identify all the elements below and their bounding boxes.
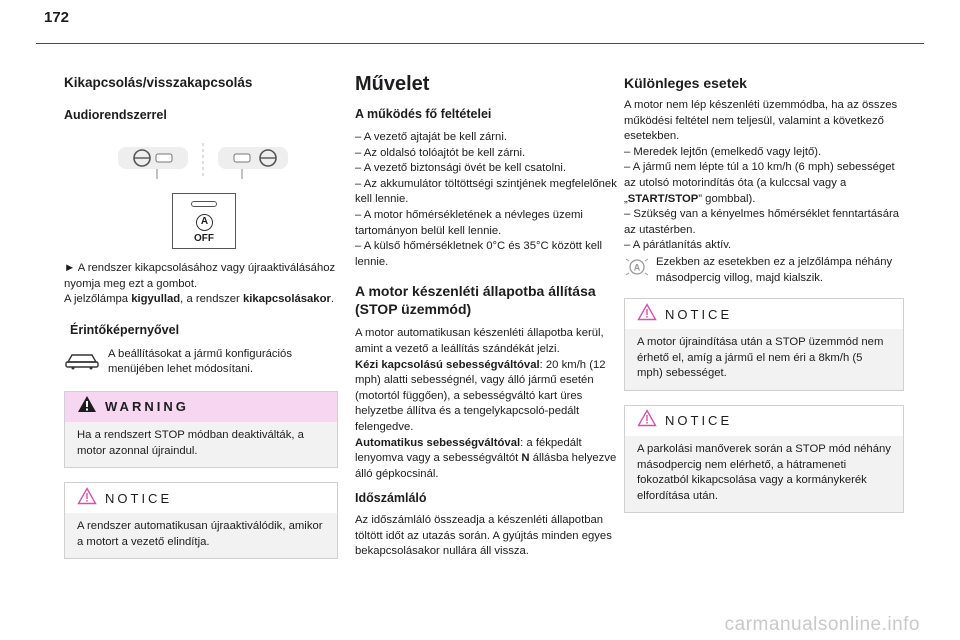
list-item: – A vezető ajtaját be kell zárni. [355,131,507,143]
notice-title: NOTICE [665,413,733,429]
column-2 [355,60,617,560]
stop-mode-text: A motor automatikusan készenléti állapotba kerül, amint a vezető a leállítás szándékát jelzi. Kézi kapcsolású sebességváltóval: 20 km/h (12 mph) alatti sebességnél, vagy álló jármű esetén (motortól függően), a sebességváltó kart üres helyzetbe állítva és a tengelykapcsoló-pedált felengedve. Automatikus sebességváltóval: a fékpedált lenyomva vagy a sebességváltót N állásba helyezve álló gépkocsinál. [355,327,617,480]
list-item: – A párátlanítás aktív. [624,239,732,252]
notice-text: A motor újraindítása után a STOP üzemmód nem érhető el, amíg a jármű el nem éri a 8km/h (5 mph) sebességet. [625,329,903,390]
conditions-list [355,130,617,270]
steering-wheel-illustration [118,137,288,183]
list-item: – A motor hőmérsékletének a névleges üzemi tartományon belül kell lennie. [355,208,583,237]
warning-triangle-icon [77,395,97,418]
notice-text: A rendszer automatikusan újraaktiválódik, amikor a motort a vezető elindítja. [65,513,337,558]
notice-title: NOTICE [105,490,173,506]
column-3 [624,60,904,513]
notice-triangle-icon [77,487,97,510]
notice-box-1 [64,482,338,559]
lamp-text: Ezekben az esetekben ez a jelzőlámpa néhány másodpercig villog, majd kialszik. [656,255,893,284]
touchscreen-heading: Érintőképernyővel [70,322,180,337]
svg-text:A: A [633,262,641,273]
notice-triangle-icon [637,409,657,432]
car-settings-icon [64,347,102,376]
timer-text: Az időszámláló összeadja a készenléti állapotban töltött időt az utazás során. A gyújtás minden egyes bekapcsolásakor nullára áll vissza. [355,514,612,558]
off-instruction: ► A rendszer kikapcsolásához vagy újraaktiválásához nyomja meg ezt a gombot. A jelzőlámpa kigyullad, a rendszer kikapcsolásakor. [64,262,336,306]
notice-box-3 [624,405,904,513]
notice-triangle-icon [637,303,657,326]
warning-box [64,391,338,468]
stop-mode-heading: A motor készenléti állapotba állítása (STOP üzemmód) [355,283,596,318]
conditions-heading: A működés fő feltételei [355,107,492,121]
touchscreen-text: A beállításokat a jármű konfigurációs menüjében lehet módosítani. [108,347,292,376]
list-item: – Az akkumulátor töltöttségi szintjének megfelelőnek kell lennie. [355,177,617,206]
section-title-operation: Művelet [355,73,430,95]
audio-heading: Audiorendszerrel [64,108,167,122]
lamp-note [624,255,904,286]
section-title-off-on: Kikapcsolás/visszakapcsolás [64,75,253,90]
notice-text: A parkolási manőverek során a STOP mód néhány másodpercig nem elérhető, a hátrameneti fokozatból kikapcsolása vagy a kormánykerék elfordítása után. [625,436,903,512]
touchscreen-note [64,347,338,378]
auto-stop-icon: A [196,214,213,231]
page-number: 172 [44,9,70,26]
section-title-special-cases: Különleges esetek [624,75,747,91]
auto-stop-flashing-icon [624,255,650,284]
special-intro: A motor nem lép készenléti üzemmódba, ha az összes működési feltétel nem teljesül, valamint a következő esetekben. [624,99,898,143]
off-label: OFF [194,233,214,244]
warning-title: WARNING [105,399,189,415]
stop-start-off-button [172,193,236,249]
list-item: – Az oldalsó tolóajtót be kell zárni. [355,146,526,159]
header-rule [36,43,924,44]
watermark: carmanualsonline.info [724,614,920,635]
notice-title: NOTICE [665,306,733,322]
indicator-lamp-icon [191,201,217,207]
list-item: – Szükség van a kényelmes hőmérséklet fenntartására az utastérben. [624,208,900,236]
notice-box-2 [624,298,904,391]
list-item: – A jármű nem lépte túl a 10 km/h (6 mph) sebességet az utolsó motorindítás óta (a kulccsal vagy a „START/STOP” gombbal). [624,161,895,205]
column-1 [64,60,338,559]
warning-text: Ha a rendszert STOP módban deaktiválták, a motor azonnal újraindul. [65,422,337,467]
list-item: – A külső hőmérsékletnek 0°C és 35°C között kell lennie. [355,240,603,268]
list-item: – Meredek lejtőn (emelkedő vagy lejtő). [624,145,822,158]
list-item: – A vezető biztonsági övét be kell csatolni. [355,162,567,175]
timer-heading: Időszámláló [355,491,427,506]
